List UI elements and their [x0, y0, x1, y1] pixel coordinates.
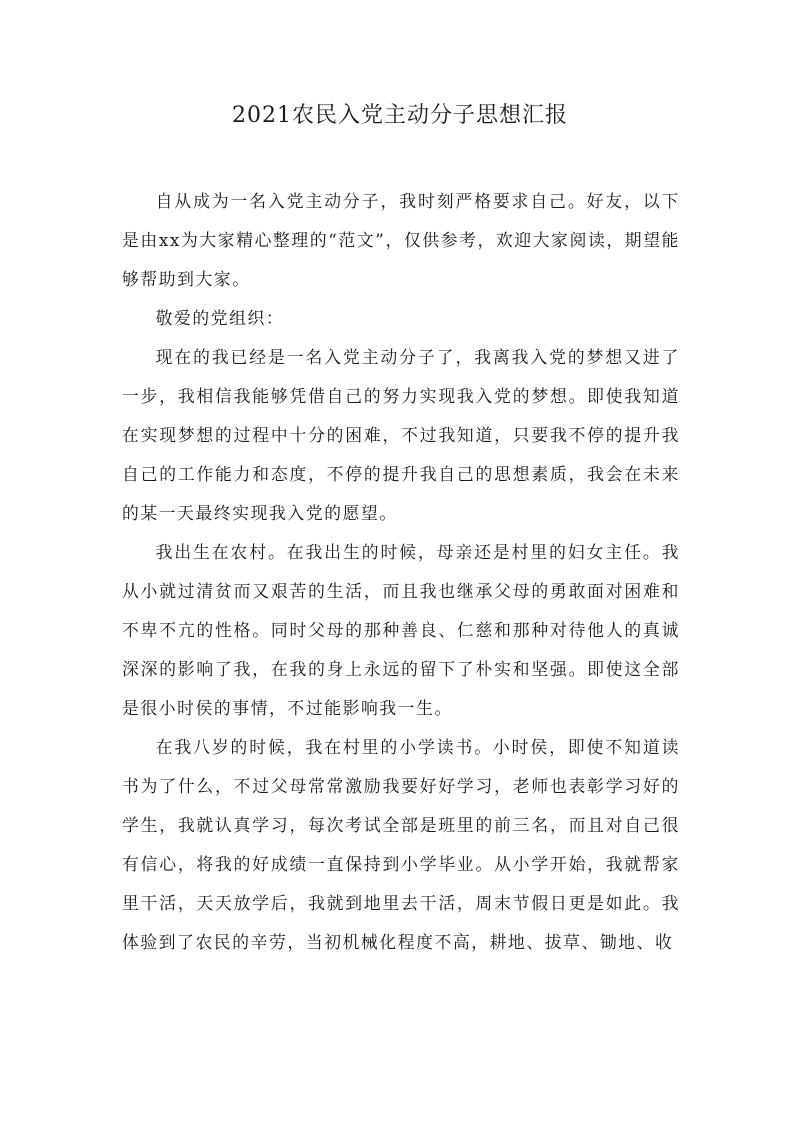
paragraph-salutation: 敬爱的党组织：	[155, 308, 285, 328]
document-title: 2021农民入党主动分子思想汇报	[232, 103, 568, 128]
paragraph-childhood: 我出生在农村。在我出生的时候，母亲还是村里的妇女主任。我从小就过清贫而又艰苦的生活，而且我也继承父母的勇敢面对困难和不卑不亢的性格。同时父母的那种善良、仁慈和那种对待他人的真诚深深的影响了我，在我的身上永远的留下了朴实和坚强。即使这全部是很小时侯的事情，不过能影响我一生。	[122, 542, 680, 718]
paragraph-intro: 自从成为一名入党主动分子，我时刻严格要求自己。好友，以下是由xx为大家精心整理的“范文”，仅供参考，欢迎大家阅读，期望能够帮助到大家。	[122, 191, 680, 289]
document-body	[122, 182, 680, 962]
paragraph-school: 在我八岁的时候，我在村里的小学读书。小时侯，即使不知道读书为了什么，不过父母常常激励我要好好学习，老师也表彰学习好的学生，我就认真学习，每次考试全部是班里的前三名，而且对自己很有信心，将我的好成绩一直保持到小学毕业。从小学开始，我就帮家里干活，天天放学后，我就到地里去干活，周末节假日更是如此。我体验到了农民的辛劳，当初机械化程度不高，耕地、拔草、锄地、收	[122, 737, 680, 952]
paragraph-aspiration: 现在的我已经是一名入党主动分子了，我离我入党的梦想又进了一步，我相信我能够凭借自己的努力实现我入党的梦想。即使我知道在实现梦想的过程中十分的困难，不过我知道，只要我不停的提升我自己的工作能力和态度，不停的提升我自己的思想素质，我会在未来的某一天最终实现我入党的愿望。	[122, 347, 680, 523]
